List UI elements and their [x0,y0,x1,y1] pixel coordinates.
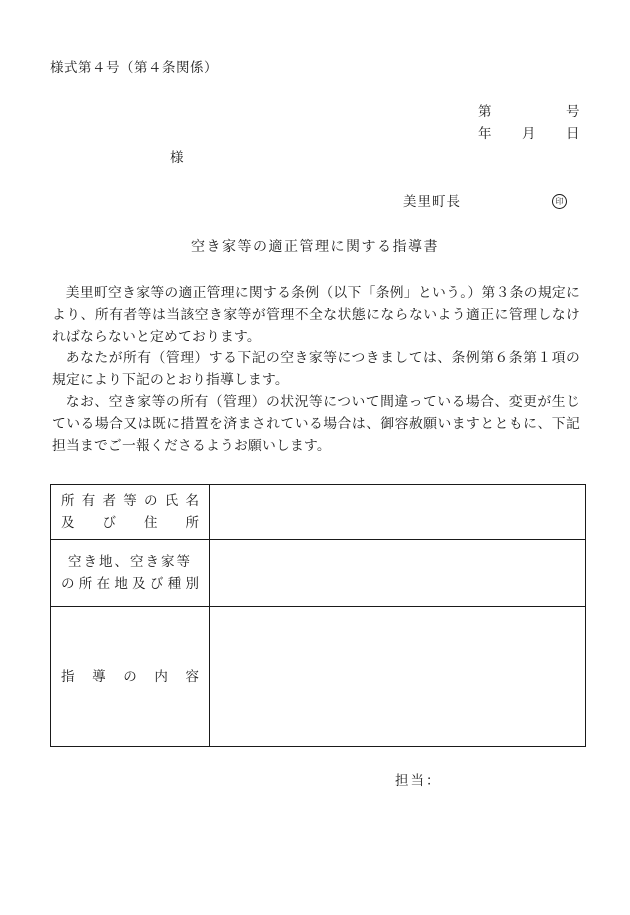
owner-label-line-2 [51,512,209,534]
label-text: 空き地、空き家等 [68,554,192,570]
document-number-prefix: 第 [478,104,492,120]
body-text [52,283,580,457]
label-char: 所 [78,576,93,592]
table-row-owner [51,485,586,540]
document-title: 空き家等の適正管理に関する指導書 [191,239,439,255]
form-number: 様式第４号（第４条関係） [50,60,218,76]
label-char: 別 [185,576,199,592]
document-number-suffix: 号 [566,104,580,120]
owner-value-cell[interactable] [210,485,586,540]
body-paragraph-3: なお、空き家等の所有（管理）の状況等について間違っている場合、変更が生じている場合又は既に措置を済まされている場合は、御容赦願いますとともに、下記担当までご一報くださるようお願いします。 [52,393,580,454]
date-year-label: 年 [478,126,492,142]
owner-label-line-1 [51,490,209,512]
addressee-suffix: 様 [170,150,184,166]
location-label-line-2 [51,573,209,595]
label-char: 者 [102,493,116,509]
table-row-guidance [51,607,586,747]
date-month-label: 月 [522,126,536,142]
label-char: の [123,668,137,685]
label-char: 容 [185,668,199,685]
seal-mark: 印 [552,194,567,209]
label-char: の [144,493,158,509]
location-value-cell[interactable] [210,540,586,607]
issuer-title: 美里町長 [403,194,461,210]
label-char: の [61,576,75,592]
location-label-line-1 [51,551,209,573]
contact-label: 担当： [395,773,442,789]
label-char: 及 [132,576,146,592]
label-char: 及 [61,515,75,531]
label-char: び [102,515,116,531]
guidance-table [50,484,586,747]
label-char: 指 [61,668,75,685]
label-char: 所 [185,515,199,531]
label-char: び [149,576,164,592]
label-char: 種 [167,576,182,592]
label-char: 在 [96,576,111,592]
table-row-location [51,540,586,607]
label-char: 所 [61,493,75,509]
guidance-value-cell[interactable] [210,607,586,747]
label-char: 有 [81,493,96,509]
guidance-label-line [51,666,209,688]
label-char: 氏 [164,493,179,509]
label-char: 等 [123,493,137,509]
label-char: 導 [92,668,106,685]
owner-label-cell [51,485,210,540]
label-char: 地 [114,576,128,592]
location-label-cell [51,540,210,607]
label-char: 内 [154,668,168,685]
body-paragraph-2: あなたが所有（管理）する下記の空き家等につきましては、条例第６条第１項の規定により下記のとおり指導します。 [52,350,580,389]
label-char: 名 [185,493,199,509]
label-char: 住 [144,515,158,531]
guidance-label-cell [51,607,210,747]
body-paragraph-1: 美里町空き家等の適正管理に関する条例（以下「条例」という。）第３条の規定により、所有者等は当該空き家等が管理不全な状態にならないよう適正に管理しなければならないと定めております。 [52,285,580,345]
date-day-label: 日 [566,126,580,142]
